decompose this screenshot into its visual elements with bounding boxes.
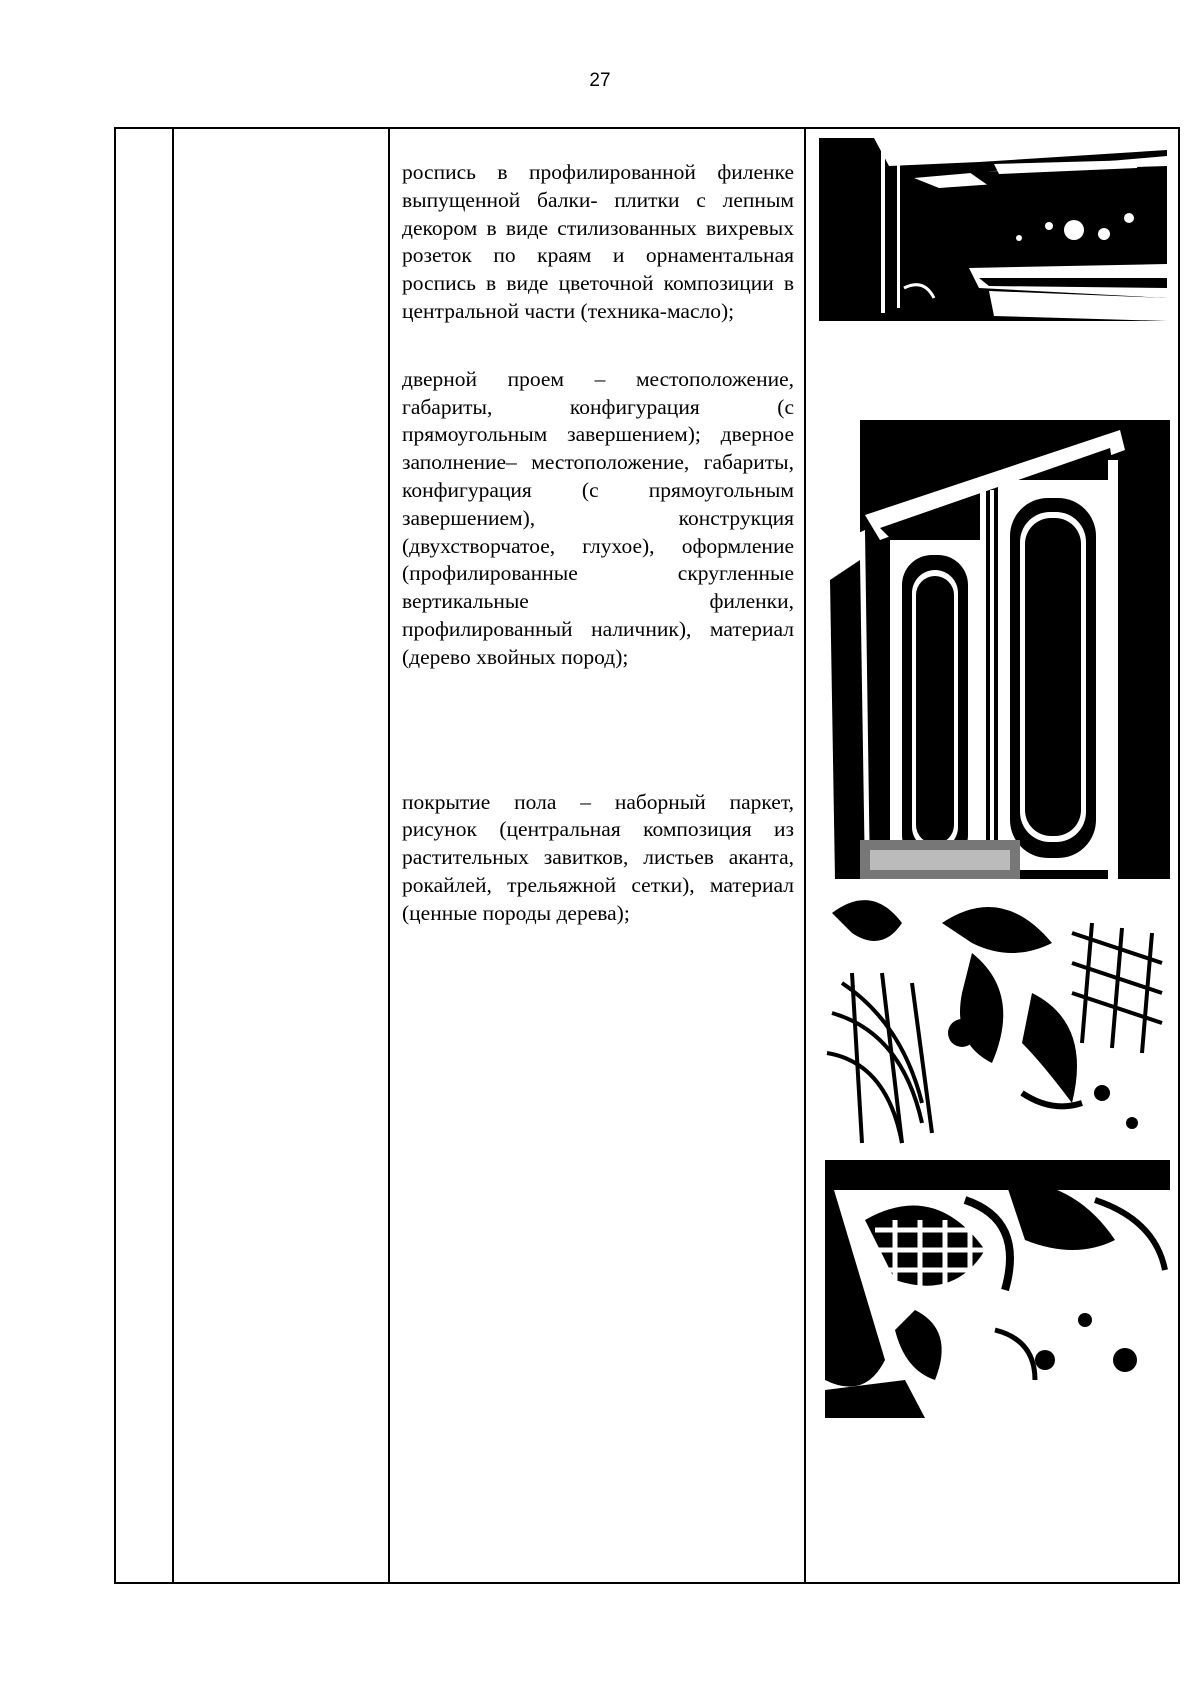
page-number: 27 — [589, 70, 611, 91]
ceiling-painting-description: роспись в профилированной филенке выпущенной балки- плитки с лепным декором в виде стилизованных вихревых розеток по краям и орнаментальная роспись в виде цветочной композиции в центральной части (техника-масло); — [402, 160, 794, 323]
description-cell — [389, 128, 805, 1583]
parquet-floor-photo-2 — [825, 1160, 1170, 1418]
element-name-cell — [173, 128, 389, 1583]
ceiling-beam-photo — [819, 138, 1167, 321]
double-door-photo — [820, 420, 1170, 879]
doorway-description: дверной проем – местоположение, габариты, конфигурация (с прямоугольным завершением); дверное заполнение– местоположение, габариты, конфигурация (с прямоугольным завершением), конструкция (двухстворчатое, глухое), оформление (профилированные скругленные вертикальные филенки, профилированный наличник), материал (дерево хвойных пород); — [402, 366, 794, 669]
parquet-floor-description: покрытие пола – наборный паркет, рисунок (центральная композиция из растительных завитков, листьев аканта, рокайлей, трельяжной сетки), материал (ценные породы дерева); — [402, 789, 794, 925]
parquet-floor-photo-1 — [822, 893, 1167, 1155]
number-cell — [115, 128, 173, 1583]
